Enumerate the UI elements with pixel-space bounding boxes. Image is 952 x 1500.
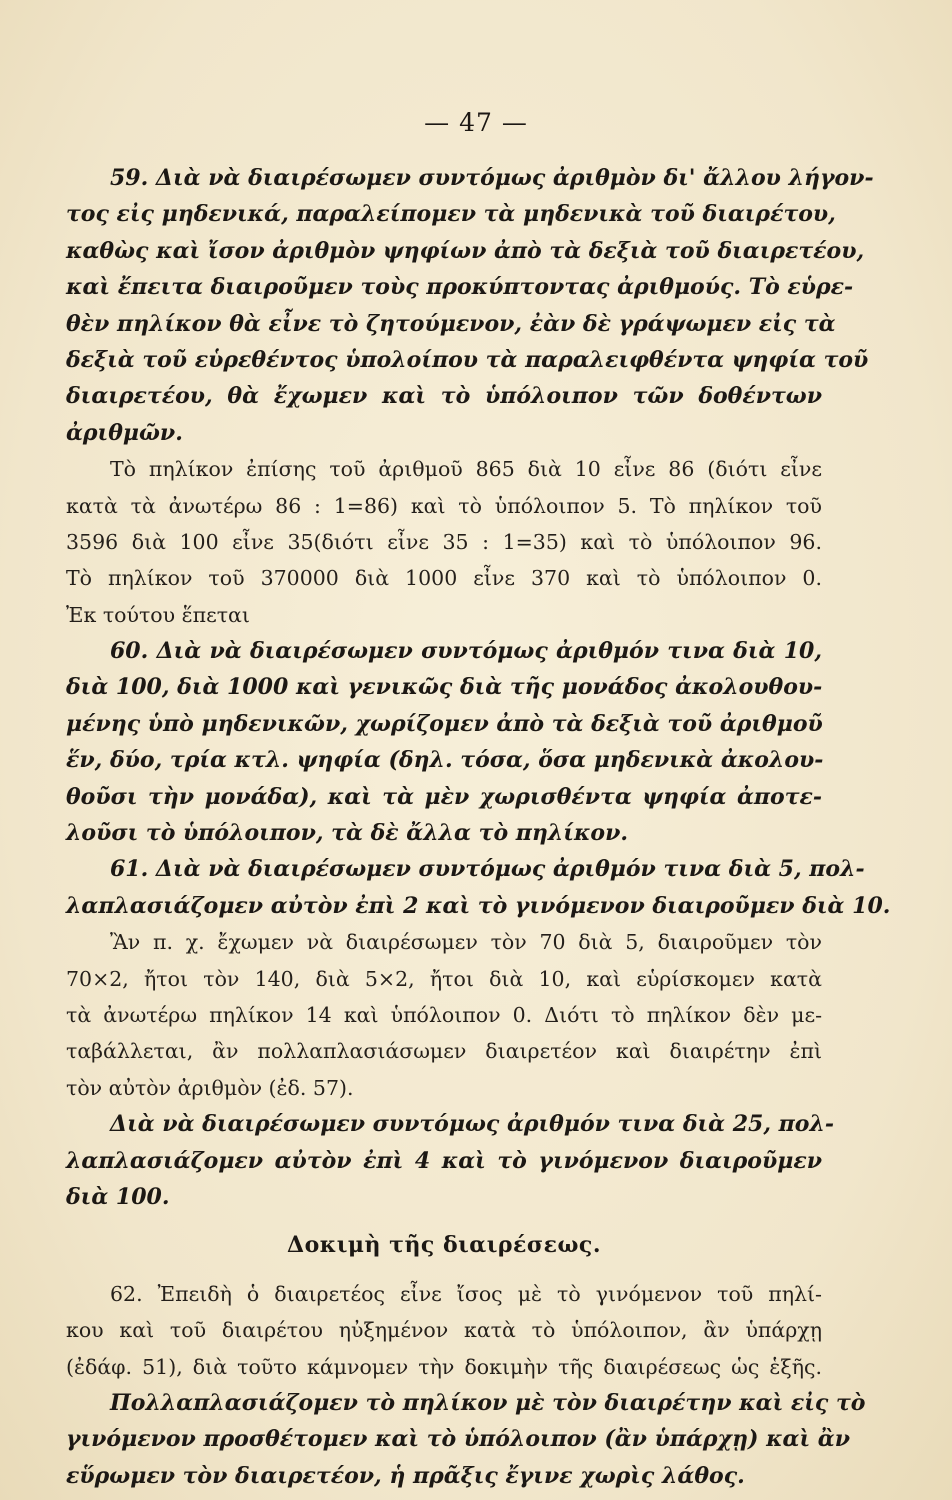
text-line: κου καὶ τοῦ διαιρέτου ηὐξημένον κατὰ τὸ ὑπόλοιπον, ἂν ὑπάρχῃ [66, 1318, 822, 1343]
text-line: 70×2, ἤτοι τὸν 140, διὰ 5×2, ἤτοι διὰ 10, καὶ εὑρίσκομεν κατὰ [66, 966, 822, 991]
text-line: λαπλασιάζομεν αὐτὸν ἐπὶ 2 καὶ τὸ γινόμενον διαιροῦμεν διὰ 10. [66, 892, 891, 919]
text-line: τος εἰς μηδενικά, παραλείπομεν τὰ μηδενικὰ τοῦ διαιρέτου, [66, 201, 836, 228]
section-heading: Δοκιμὴ τῆς διαιρέσεως. [287, 1232, 601, 1259]
text-line: 60. Διὰ νὰ διαιρέσωμεν συντόμως ἀριθμόν τινα διὰ 10, [110, 638, 822, 665]
text-line: διὰ 100. [66, 1183, 170, 1210]
text-line: κατὰ τὰ ἀνωτέρω 86 : 1=86) καὶ τὸ ὑπόλοιπον 5. Τὸ πηλίκον τοῦ [66, 493, 822, 518]
text-line: διὰ 100, διὰ 1000 καὶ γενικῶς διὰ τῆς μονάδος ἀκολουθου- [66, 674, 823, 701]
text-line: μένης ὑπὸ μηδενικῶν, χωρίζομεν ἀπὸ τὰ δεξιὰ τοῦ ἀριθμοῦ [66, 710, 823, 737]
text-line: Ἂν π. χ. ἔχωμεν νὰ διαιρέσωμεν τὸν 70 διὰ 5, διαιροῦμεν τὸν [110, 930, 822, 955]
text-line: καὶ ἔπειτα διαιροῦμεν τοὺς προκύπτοντας ἀριθμούς. Τὸ εὑρε- [66, 274, 854, 301]
text-line: 3596 διὰ 100 εἶνε 35(διότι εἶνε 35 : 1=35) καὶ τὸ ὑπόλοιπον 96. [66, 529, 822, 554]
text-line: τὰ ἀνωτέρω πηλίκον 14 καὶ ὑπόλοιπον 0. Διότι τὸ πηλίκον δὲν με- [66, 1002, 822, 1027]
text-line: λαπλασιάζομεν αὐτὸν ἐπὶ 4 καὶ τὸ γινόμενον διαιροῦμεν [66, 1147, 822, 1174]
text-line: δεξιὰ τοῦ εὑρεθέντος ὑπολοίπου τὰ παραλειφθέντα ψηφία τοῦ [66, 346, 869, 373]
page-number: — 47 — [424, 108, 528, 137]
text-line: τὸν αὐτὸν ἀριθμὸν (ἐδ. 57). [66, 1075, 354, 1100]
page-text [66, 160, 891, 1494]
text-line: Τὸ πηλίκον τοῦ 370000 διὰ 1000 εἶνε 370 καὶ τὸ ὑπόλοιπον 0. [66, 566, 822, 591]
text-line: Ἐκ τούτου ἕπεται [66, 602, 250, 627]
text-line: (ἐδάφ. 51), διὰ τοῦτο κάμνομεν τὴν δοκιμὴν τῆς διαιρέσεως ὡς ἑξῆς. [66, 1354, 822, 1379]
text-line: ταβάλλεται, ἂν πολλαπλασιάσωμεν διαιρετέον καὶ διαιρέτην ἐπὶ [66, 1039, 822, 1064]
text-line: Πολλαπλασιάζομεν τὸ πηλίκον μὲ τὸν διαιρέτην καὶ εἰς τὸ [110, 1389, 866, 1416]
text-line: 59. Διὰ νὰ διαιρέσωμεν συντόμως ἀριθμὸν δι' ἄλλου λήγον- [110, 165, 874, 191]
text-line: λοῦσι τὸ ὑπόλοιπον, τὰ δὲ ἄλλα τὸ πηλίκον. [66, 820, 629, 847]
text-line: 62. Ἐπειδὴ ὁ διαιρετέος εἶνε ἴσος μὲ τὸ γινόμενον τοῦ πηλί- [110, 1281, 822, 1306]
text-line: ἕν, δύο, τρία κτλ. ψηφία (δηλ. τόσα, ὅσα μηδενικὰ ἀκολου- [66, 747, 824, 774]
text-line: Διὰ νὰ διαιρέσωμεν συντόμως ἀριθμόν τινα διὰ 25, πολ- [110, 1111, 835, 1138]
text-line: διαιρετέου, θὰ ἔχωμεν καὶ τὸ ὑπόλοιπον τῶν δοθέντων [66, 383, 822, 410]
text-line: θὲν πηλίκον θὰ εἶνε τὸ ζητούμενον, ἐὰν δὲ γράψωμεν εἰς τὰ [66, 310, 836, 337]
text-line: θοῦσι τὴν μονάδα), καὶ τὰ μὲν χωρισθέντα ψηφία ἀποτε- [66, 783, 822, 810]
text-line: γινόμενον προσθέτομεν καὶ τὸ ὑπόλοιπον (ἂν ὑπάρχῃ) καὶ ἂν [66, 1426, 850, 1453]
text-line: Τὸ πηλίκον ἐπίσης τοῦ ἀριθμοῦ 865 διὰ 10 εἶνε 86 (διότι εἶνε [110, 457, 822, 482]
text-line: εὕρωμεν τὸν διαιρετέον, ἡ πρᾶξις ἔγινε χωρὶς λάθος. [66, 1462, 745, 1489]
text-line: ἀριθμῶν. [66, 419, 183, 446]
text-line: 61. Διὰ νὰ διαιρέσωμεν συντόμως ἀριθμόν τινα διὰ 5, πολ- [110, 856, 865, 883]
text-line: καθὼς καὶ ἴσον ἀριθμὸν ψηφίων ἀπὸ τὰ δεξιὰ τοῦ διαιρετέου, [66, 237, 865, 264]
